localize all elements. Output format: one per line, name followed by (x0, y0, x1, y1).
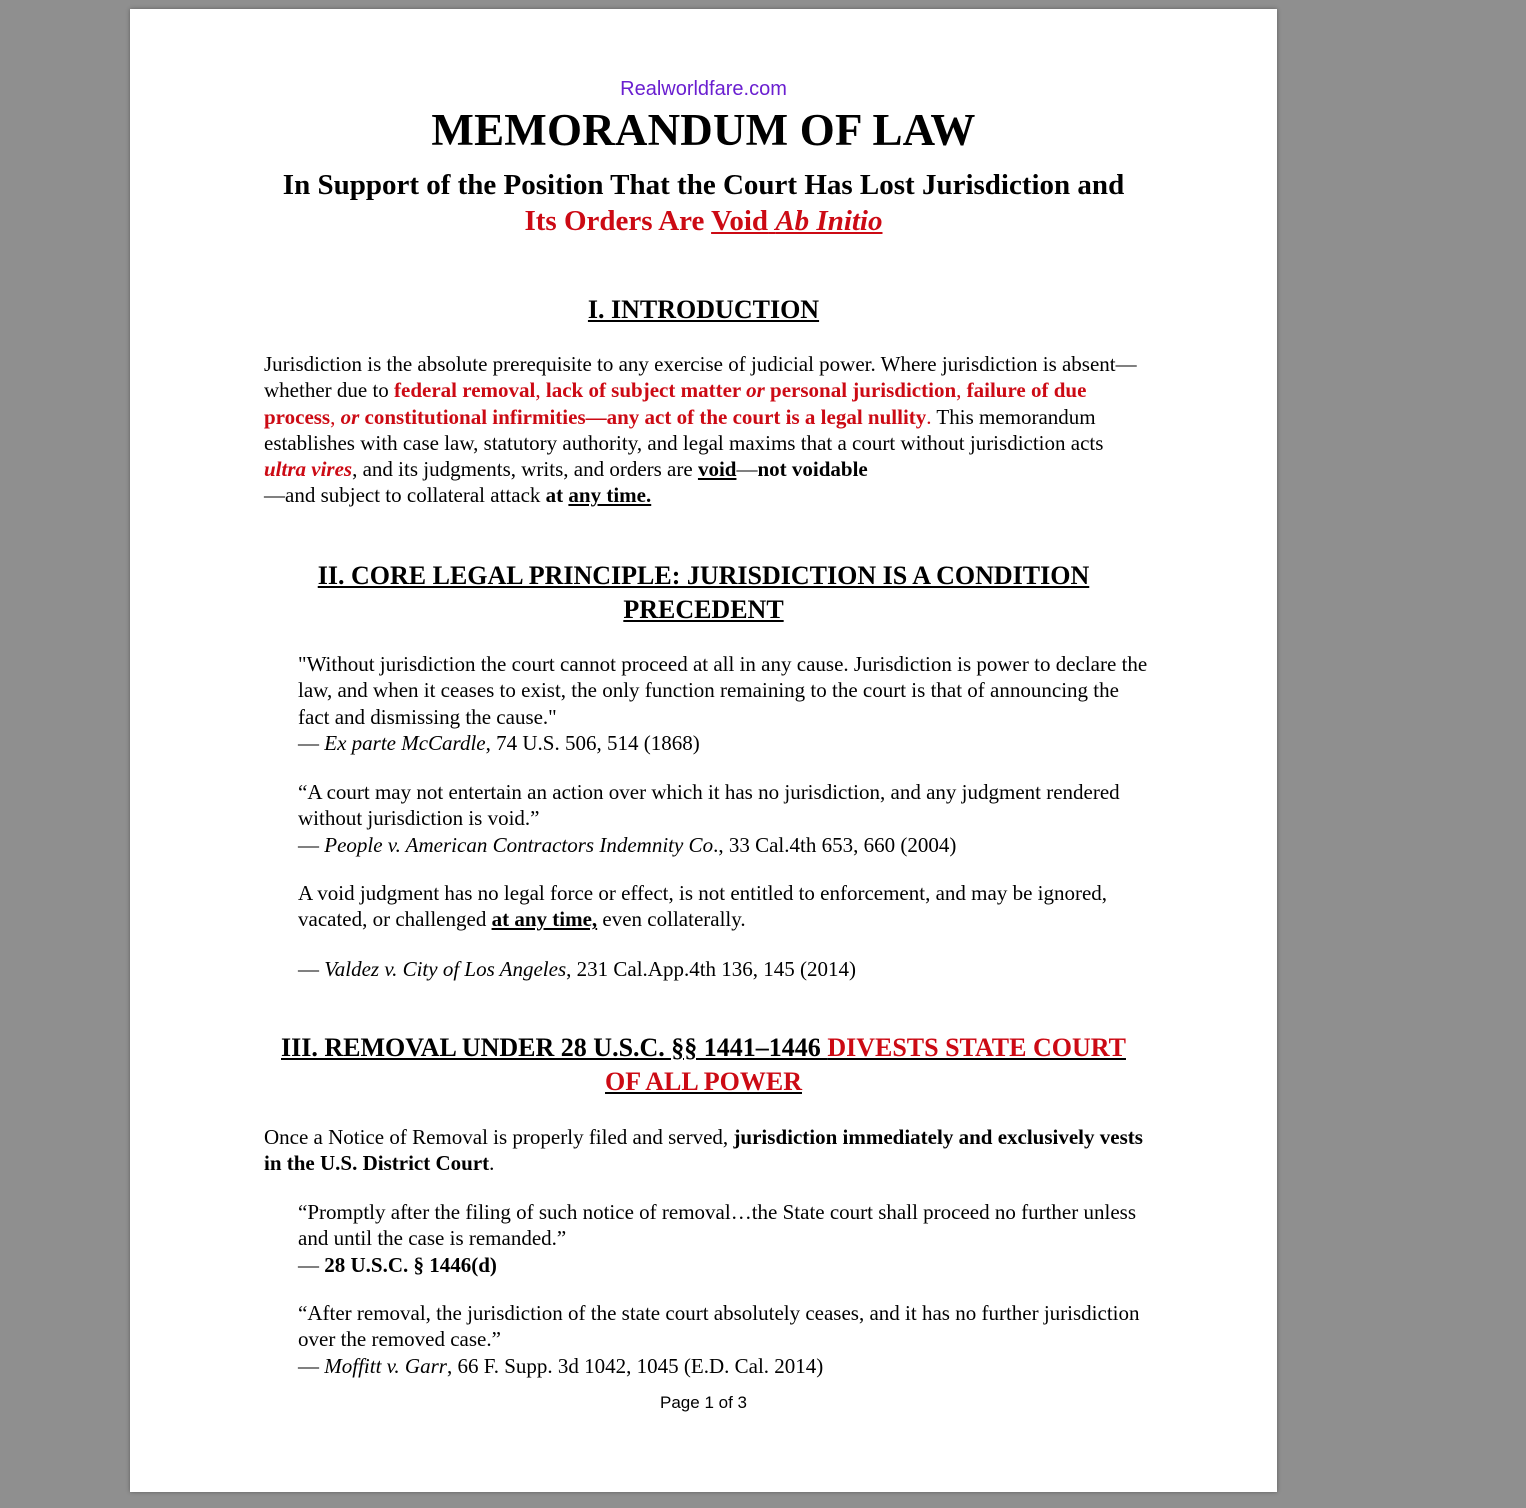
subtitle-ab-initio: Ab Initio (775, 205, 883, 237)
quote-american-contractors (298, 779, 1148, 858)
intro-text: . (926, 404, 932, 429)
section-2-heading-line-1: II. CORE LEGAL PRINCIPLE: JURISDICTION IS A CONDITION (317, 561, 1090, 590)
quote-text: even collaterally. (597, 907, 746, 932)
intro-text: Jurisdiction is the absolute prerequisite to any exercise of judicial power. Where jurisdiction is absent—whether due to (264, 352, 1137, 403)
section-2-heading-line-2: PRECEDENT (623, 595, 784, 624)
section-2-heading (130, 559, 1277, 627)
quote-moffitt (298, 1300, 1148, 1379)
intro-void: void (697, 457, 737, 482)
subtitle-line-1: In Support of the Position That the Court Has Lost Jurisdiction and (282, 169, 1125, 201)
quote-mccardle (298, 651, 1148, 756)
intro-emphasis: failure of due process (264, 378, 1087, 429)
intro-emphasis: constitutional infirmities—any act of the court is a legal nullity (359, 404, 927, 429)
quote-1446d (298, 1199, 1148, 1278)
section-3-heading-line-2: OF ALL POWER (605, 1067, 802, 1096)
void-judgment-statement (298, 880, 1148, 933)
citation-statute: 28 U.S.C. § 1446(d) (324, 1252, 497, 1277)
intro-emphasis: personal jurisdiction (764, 378, 957, 403)
intro-emphasis: federal removal (394, 378, 536, 403)
intro-emphasis: or (746, 378, 765, 403)
quote-text: "Without jurisdiction the court cannot proceed at all in any cause. Jurisdiction is power to declare the law, and when it ceases to exist, the only function remaining to the court is that of announcing the fact and dismissing the cause." (298, 652, 1148, 729)
intro-any-time: any time. (568, 483, 652, 508)
intro-text: This memorandum establishes with case law, statutory authority, and legal maxims that a court without jurisdiction acts (264, 404, 1104, 455)
citation-reference: , 231 Cal.App.4th 136, 145 (2014) (566, 957, 857, 981)
intro-text: , and its judgments, writs, and orders are (352, 457, 698, 482)
quote-text: “After removal, the jurisdiction of the state court absolutely ceases, and it has no further jurisdiction over the removed case.” (298, 1301, 1140, 1352)
section-1-heading: I. INTRODUCTION (587, 295, 820, 324)
subtitle-line-2 (130, 203, 1277, 239)
intro-text: —and subject to collateral attack (264, 483, 546, 508)
intro-text: , (535, 378, 546, 403)
removal-emphasis: jurisdiction immediately and exclusively vests in the U.S. District Court (264, 1125, 1143, 1176)
citation-reference: ., 33 Cal.4th 653, 660 (2004) (713, 832, 957, 857)
removal-text: Once a Notice of Removal is properly filed and served, (264, 1125, 734, 1149)
intro-emphasis: at (545, 483, 569, 508)
intro-text: , (330, 404, 341, 429)
citation-case-name: Valdez v. City of Los Angeles (324, 957, 567, 981)
subtitle-void (711, 205, 882, 237)
citation-valdez (298, 956, 1148, 982)
intro-not-voidable: not voidable (757, 457, 868, 482)
section-3-heading-text: III. REMOVAL UNDER 28 U.S.C. §§ 1441–1446 (281, 1033, 828, 1062)
intro-text: — (736, 457, 758, 482)
quote-text: “Promptly after the filing of such notice of removal…the State court shall proceed no further unless and until the case is remanded.” (298, 1200, 1137, 1251)
subtitle-text: Its Orders Are (524, 205, 712, 237)
citation-dash: — (298, 730, 325, 755)
section-3-heading (130, 1031, 1277, 1099)
document-subtitle (130, 167, 1277, 239)
intro-text: , (956, 378, 967, 403)
site-watermark: Realworldfare.com (620, 78, 787, 100)
removal-paragraph (264, 1124, 1144, 1177)
citation-dash: — (298, 1252, 325, 1277)
section-3-heading-emphasis: DIVESTS STATE COURT (827, 1033, 1126, 1062)
citation-case-name: Ex parte McCardle (324, 730, 486, 755)
document-title: MEMORANDUM OF LAW (431, 105, 976, 155)
page-number: Page 1 of 3 (660, 1393, 747, 1412)
introduction-paragraph (264, 351, 1144, 509)
section-3-heading-line-1 (130, 1031, 1277, 1065)
document-page (130, 9, 1277, 1492)
citation-reference: , 66 F. Supp. 3d 1042, 1045 (E.D. Cal. 2014) (446, 1353, 824, 1378)
intro-emphasis: lack of subject matter (545, 378, 747, 403)
quote-text: A void judgment has no legal force or effect, is not entitled to enforcement, and may be ignored, vacated, or challenged (298, 881, 1108, 932)
citation-reference: , 74 U.S. 506, 514 (1868) (485, 730, 700, 755)
subtitle-void-word: Void (711, 205, 769, 237)
citation-dash: — (298, 957, 325, 981)
quote-any-time: at any time, (491, 907, 598, 932)
citation-case-name: Moffitt v. Garr (324, 1353, 447, 1378)
citation-dash: — (298, 832, 325, 857)
intro-emphasis: or (340, 404, 360, 429)
intro-ultra-vires: ultra vires (264, 457, 353, 482)
quote-text: “A court may not entertain an action over which it has no jurisdiction, and any judgment rendered without jurisdiction is void.” (298, 780, 1120, 831)
citation-case-name: People v. American Contractors Indemnity Co (324, 832, 714, 857)
removal-text: . (489, 1151, 495, 1176)
citation-dash: — (298, 1353, 325, 1378)
